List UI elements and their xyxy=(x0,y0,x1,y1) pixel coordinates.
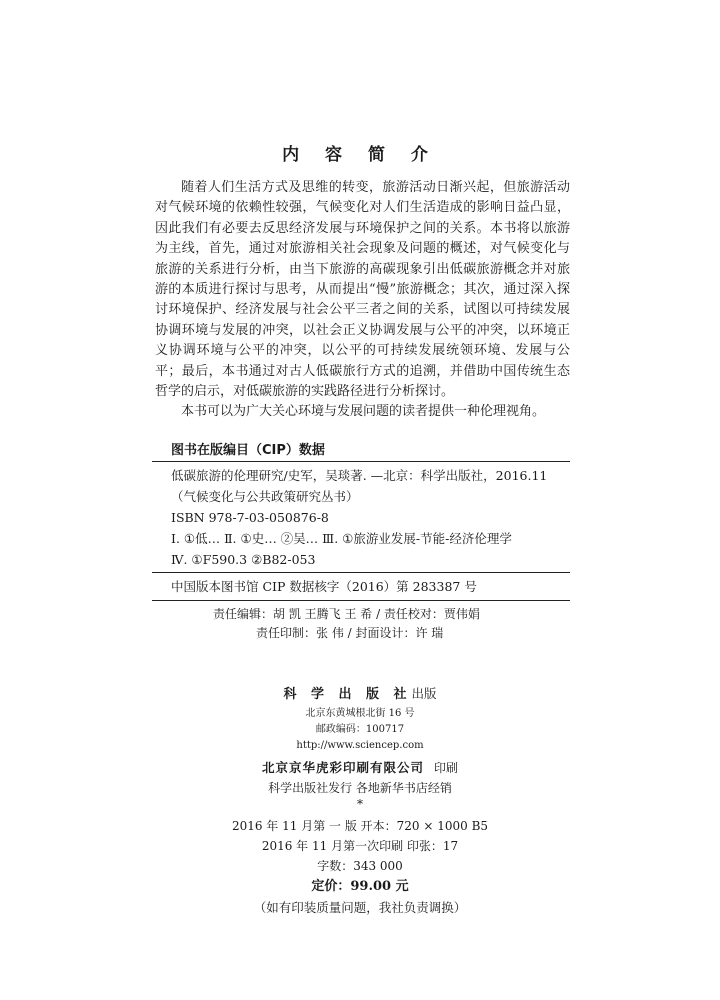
cip-heading: 图书在版编目（CIP）数据 xyxy=(171,443,325,458)
cip-line: ISBN 978-7-03-050876-8 xyxy=(171,510,329,525)
distribution-line: 科学出版社发行 各地新华书店经销 xyxy=(268,781,452,795)
printer-name: 北京京华虎彩印刷有限公司 xyxy=(261,760,424,775)
price: 定价：99.00 元 xyxy=(311,879,409,894)
printer-suffix: 印刷 xyxy=(434,761,459,775)
page-title: 内 容 简 介 xyxy=(282,145,438,165)
cip-line: Ⅳ. ①F590.3 ②B82-053 xyxy=(171,552,316,567)
quality-note: （如有印装质量问题，我社负责调换） xyxy=(253,900,467,915)
content-summary xyxy=(155,178,570,423)
publisher-line xyxy=(0,682,720,706)
cip-verification: 中国版本图书馆 CIP 数据核字（2016）第 283387 号 xyxy=(171,579,477,594)
word-count: 字数：343 000 xyxy=(317,859,403,873)
divider xyxy=(152,572,570,573)
edition-line: 2016 年 11 月第 一 版 开本：720 × 1000 B5 xyxy=(231,819,489,833)
publication-info xyxy=(0,682,720,918)
summary-paragraph: 本书可以为广大关心环境与发展问题的读者提供一种伦理视角。 xyxy=(181,404,546,420)
divider xyxy=(152,461,570,462)
printer-line xyxy=(0,758,720,778)
publisher-website: http://www.sciencep.com xyxy=(296,740,424,751)
publisher-name: 科 学 出 版 社 xyxy=(283,687,412,702)
publisher-address: 北京东黄城根北街 16 号 xyxy=(305,708,415,719)
editor-credit-line: 责任印制：张 伟 / 封面设计：许 瑞 xyxy=(256,626,444,640)
cip-line: Ⅰ. ①低… Ⅱ. ①史… ②吴… Ⅲ. ①旅游业发展-节能-经济伦理学 xyxy=(171,531,512,546)
cip-data-block xyxy=(171,465,581,570)
summary-paragraph: 随着人们生活方式及思维的转变，旅游活动日渐兴起，但旅游活动对气候环境的依赖性较强，气候变化对人们生活造成的影响日益凸显，因此我们有必要去反思经济发展与环境保护之间的关系。本书将以旅游为主线，首先，通过对旅游相关社会现象及问题的概述，对气候变化与旅游的关系进行分析，由当下旅游的高碳现象引出低碳旅游概念并对旅游的本质进行探讨与思考，从而提出“慢”旅游概念；其次，通过深入探讨环境保护、经济发展与社会公平三者之间的关系，试图以可持续发展协调环境与发展的冲突，以社会正义协调发展与公平的冲突，以环境正义协调环境与公平的冲突，以公平的可持续发展统领环境、发展与公平；最后，本书通过对古人低碳旅行方式的追溯，并借助中国传统生态哲学的启示，对低碳旅游的实践路径进行分析探讨。 xyxy=(155,180,570,400)
separator-star: * xyxy=(357,797,363,811)
divider xyxy=(152,600,570,601)
cip-line: （气候变化与公共政策研究丛书） xyxy=(171,489,359,504)
editorial-credits xyxy=(0,605,720,643)
printing-line: 2016 年 11 月第一次印刷 印张：17 xyxy=(261,839,459,853)
cip-line: 低碳旅游的伦理研究/史军，吴琰著. —北京：科学出版社，2016.11 xyxy=(171,468,548,483)
publisher-suffix: 出版 xyxy=(411,686,437,701)
editor-credit-line: 责任编辑：胡 凯 王腾飞 王 希 / 责任校对：贾伟娟 xyxy=(213,607,480,621)
publisher-postcode: 邮政编码：100717 xyxy=(315,724,405,735)
